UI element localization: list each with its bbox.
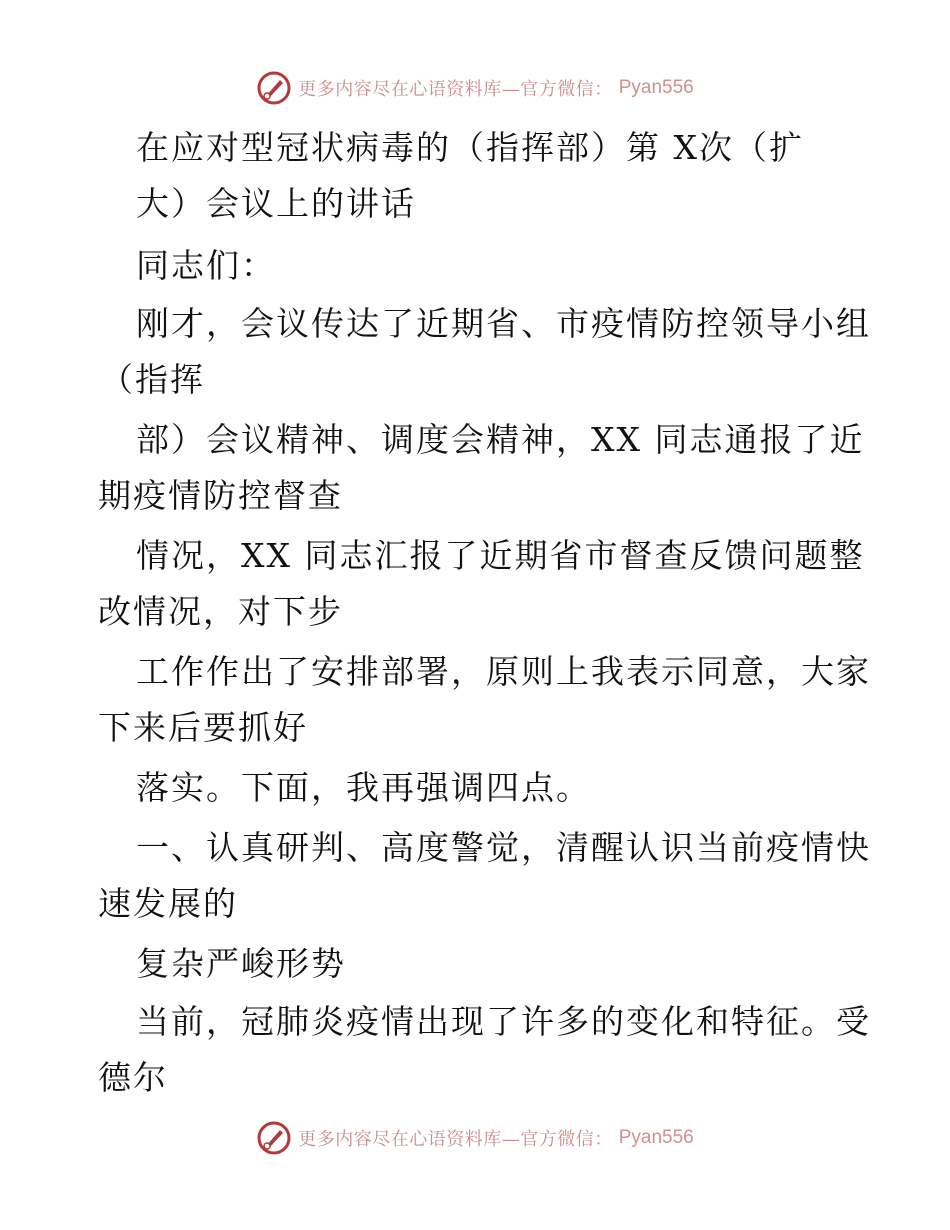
watermark-text: 更多内容尽在心语资料库—官方微信： [298, 79, 613, 100]
doc-line: 一、认真研判、高度警觉，清醒认识当前疫情快 [136, 828, 871, 867]
red-quill-seal-icon [256, 70, 292, 106]
doc-line: 下来后要抓好 [98, 708, 308, 747]
doc-line: 工作作出了安排部署，原则上我表示同意，大家 [136, 652, 871, 691]
doc-line: 大）会议上的讲话 [136, 184, 416, 223]
doc-line: 落实。下面，我再强调四点。 [136, 768, 591, 807]
doc-line: 情况，XX 同志汇报了近期省市督查反馈问题整 [136, 536, 865, 575]
watermark-handle: Pyan556 [618, 1127, 694, 1148]
doc-line: 期疫情防控督查 [98, 476, 343, 515]
doc-line: 德尔 [98, 1058, 168, 1097]
header-watermark [0, 70, 950, 106]
watermark-handle: Pyan556 [618, 77, 694, 98]
doc-line: 在应对型冠状病毒的（指挥部）第 X次（扩 [136, 128, 804, 167]
doc-line: 刚才，会议传达了近期省、市疫情防控领导小组 [136, 304, 871, 343]
doc-line: （指挥 [100, 360, 205, 399]
doc-line: 改情况，对下步 [98, 592, 343, 631]
doc-line: 当前，冠肺炎疫情出现了许多的变化和特征。受 [136, 1002, 871, 1041]
doc-line: 部）会议精神、调度会精神，XX 同志通报了近 [136, 420, 865, 459]
footer-watermark [0, 1120, 950, 1156]
red-quill-seal-icon [256, 1120, 292, 1156]
doc-line: 速发展的 [98, 884, 238, 923]
watermark-text: 更多内容尽在心语资料库—官方微信： [298, 1129, 613, 1150]
doc-line: 同志们： [136, 246, 276, 285]
doc-line: 复杂严峻形势 [136, 944, 346, 983]
